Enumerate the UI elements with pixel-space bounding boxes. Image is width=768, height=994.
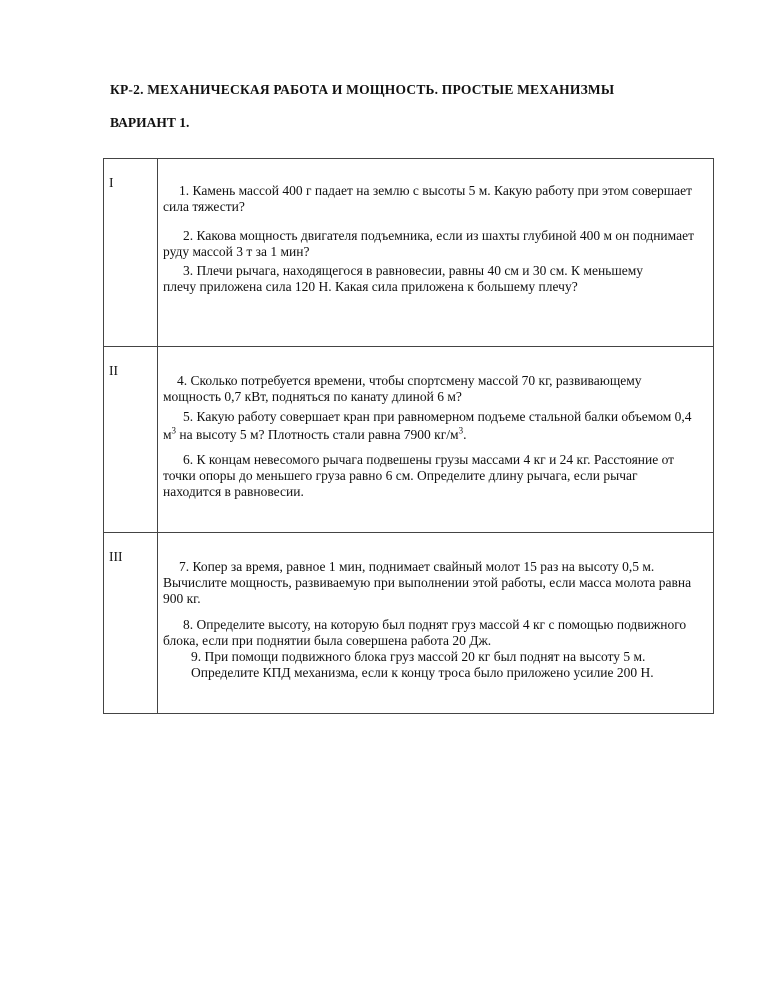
question-5 (158, 405, 713, 444)
question-3: 3. Плечи рычага, находящегося в равновесии, равны 40 см и 30 см. К меньшему плечу приложена сила 120 Н. Какая сила приложена к большему плечу? (163, 263, 644, 294)
level-label: II (109, 363, 118, 378)
question-2: 2. Какова мощность двигателя подъемника, если из шахты глубиной 400 м он поднимает руду массой 3 т за 1 мин? (163, 228, 694, 259)
superscript: 3 (171, 425, 177, 436)
level-cell (104, 347, 158, 533)
table-row-level-2 (104, 347, 714, 533)
tasks-table (103, 158, 714, 714)
level-label: III (109, 549, 123, 564)
question-5-text-b: на высоту 5 м? Плотность стали равна 7900 кг/м (176, 427, 459, 442)
table-row-level-1 (104, 159, 714, 347)
questions-cell (158, 159, 714, 347)
document-title: КР-2. МЕХАНИЧЕСКАЯ РАБОТА И МОЩНОСТЬ. ПРОСТЫЕ МЕХАНИЗМЫ (110, 82, 615, 97)
question-4: 4. Сколько потребуется времени, чтобы спортсмену массой 70 кг, развивающему мощность 0,7 кВт, подняться по канату длиной 6 м? (163, 373, 642, 404)
questions-cell (158, 533, 714, 714)
variant-heading: ВАРИАНТ 1. (110, 115, 190, 130)
question-6: 6. К концам невесомого рычага подвешены грузы массами 4 кг и 24 кг. Расстояние от точки опоры до меньшего груза равно 6 см. Определите длину рычага, если рычаг находится в равновесии. (163, 452, 675, 499)
questions-cell (158, 347, 714, 533)
question-9: 9. При помощи подвижного блока груз массой 20 кг был поднят на высоту 5 м. Определите КПД механизма, если к концу троса было приложено усилие 200 Н. (191, 649, 654, 680)
question-7: 7. Копер за время, равное 1 мин, поднимает свайный молот 15 раз на высоту 0,5 м. Вычислите мощность, развиваемую при выполнении этой работы, если масса молота равна 900 кг. (163, 559, 692, 606)
superscript: 3 (458, 425, 464, 436)
level-cell (104, 533, 158, 714)
question-5-text-a: 5. Какую работу совершает кран при равномерном подъеме стальной балки объемом 0,4 м (163, 409, 692, 442)
question-1: 1. Камень массой 400 г падает на землю с высоты 5 м. Какую работу при этом совершает сила тяжести? (163, 183, 693, 214)
table-row-level-3 (104, 533, 714, 714)
level-label: I (109, 175, 114, 190)
level-cell (104, 159, 158, 347)
question-8: 8. Определите высоту, на которую был поднят груз массой 4 кг с помощью подвижного блока, если при поднятии была совершена работа 20 Дж. (163, 617, 687, 648)
question-5-text-c: . (463, 427, 467, 442)
